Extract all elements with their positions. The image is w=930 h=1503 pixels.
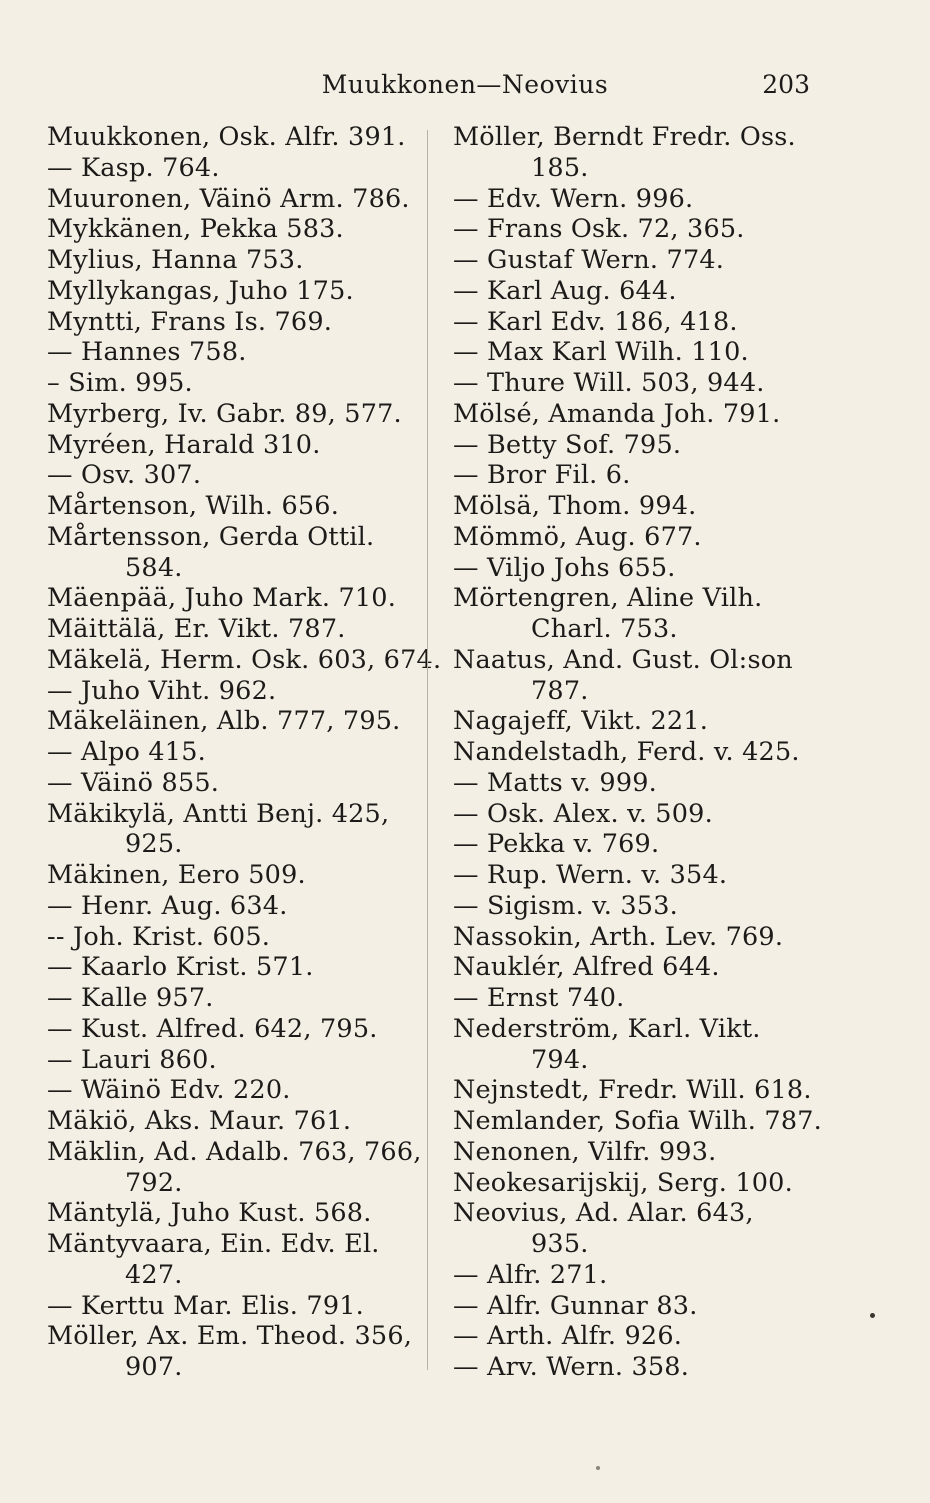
index-entry: — Viljo Johs 655. (453, 552, 676, 583)
index-entry: — Rup. Wern. v. 354. (453, 860, 728, 890)
index-entry-continuation: Charl. 753. (531, 614, 678, 644)
index-entry: -- Joh. Krist. 605. (47, 921, 271, 952)
index-entry: — Thure Will. 503, 944. (453, 368, 765, 398)
index-entry: — Kasp. 764. (47, 152, 220, 183)
index-entry: — Karl Edv. 186, 418. (453, 306, 738, 337)
index-entry: — Juho Viht. 962. (47, 675, 277, 706)
index-entry: Nederström, Karl. Vikt. (453, 1013, 761, 1044)
ink-speck (870, 1313, 875, 1318)
index-entry: Mölsä, Thom. 994. (453, 491, 697, 521)
index-entry: Myréen, Harald 310. (47, 429, 321, 460)
index-entry-continuation: 925. (125, 829, 183, 860)
index-entry: — Arth. Alfr. 926. (453, 1321, 683, 1352)
index-entry: Nenonen, Vilfr. 993. (453, 1136, 717, 1167)
index-entry: Neovius, Ad. Alar. 643, (453, 1198, 754, 1229)
index-entry: Myrberg, Iv. Gabr. 89, 577. (47, 398, 402, 429)
index-entry: — Wäinö Edv. 220. (47, 1075, 291, 1106)
index-entry: Naatus, And. Gust. Ol:son (453, 644, 793, 675)
index-entry-continuation: 907. (125, 1352, 183, 1382)
index-entry: — Ernst 740. (453, 983, 625, 1013)
index-entry: — Edv. Wern. 996. (453, 183, 694, 214)
index-entry: — Sigism. v. 353. (453, 890, 678, 921)
index-entry: — Bror Fil. 6. (453, 460, 631, 491)
index-entry: Myllykangas, Juho 175. (47, 275, 354, 306)
index-entry: Mäklin, Ad. Adalb. 763, 766, (47, 1136, 422, 1167)
index-entry-continuation: 792. (125, 1167, 183, 1198)
index-entry: Nejnstedt, Fredr. Will. 618. (453, 1075, 812, 1106)
index-entry: — Karl Aug. 644. (453, 275, 677, 306)
index-entry: — Kaarlo Krist. 571. (47, 952, 314, 983)
index-entry: — Kust. Alfred. 642, 795. (47, 1013, 378, 1044)
index-entry: Möller, Ax. Em. Theod. 356, (47, 1321, 413, 1352)
index-entry-continuation: 185. (531, 152, 589, 183)
index-entry: Muuronen, Väinö Arm. 786. (47, 183, 410, 214)
index-entry: — Lauri 860. (47, 1044, 217, 1075)
index-entry: Mykkänen, Pekka 583. (47, 214, 344, 245)
running-title: Muukkonen—Neovius (321, 70, 609, 99)
index-entry: — Kalle 957. (47, 983, 214, 1013)
index-entry-continuation: 787. (531, 675, 589, 706)
index-entry: Mårtensson, Gerda Ottil. (47, 521, 375, 552)
index-entry: — Väinö 855. (47, 767, 220, 798)
index-entry: Mäntyvaara, Ein. Edv. El. (47, 1229, 380, 1259)
index-entry: Mäkelä, Herm. Osk. 603, 674. (47, 644, 442, 675)
index-entry-continuation: 794. (531, 1044, 589, 1075)
index-entry: – Sim. 995. (47, 368, 193, 398)
index-entry: Neokesarijskij, Serg. 100. (453, 1167, 793, 1198)
index-entry: — Pekka v. 769. (453, 829, 660, 860)
index-entry: Mömmö, Aug. 677. (453, 521, 702, 552)
column-divider (427, 130, 428, 1370)
index-entry: Mäkikylä, Antti Benj. 425, (47, 798, 390, 829)
index-entry: — Frans Osk. 72, 365. (453, 214, 745, 245)
index-column-right (453, 122, 828, 1383)
index-entry: Mäkinen, Eero 509. (47, 860, 306, 890)
index-entry: — Gustaf Wern. 774. (453, 245, 725, 275)
index-entry: Mylius, Hanna 753. (47, 245, 304, 275)
page-header (0, 70, 930, 110)
index-entry: Mårtenson, Wilh. 656. (47, 491, 340, 521)
index-entry-continuation: 935. (531, 1229, 589, 1259)
index-entry: — Hannes 758. (47, 337, 247, 368)
index-entry: Nemlander, Sofia Wilh. 787. (453, 1106, 822, 1136)
index-entry: Mörtengren, Aline Vilh. (453, 583, 763, 614)
index-entry: — Arv. Wern. 358. (453, 1352, 690, 1382)
index-entry: Mölsé, Amanda Joh. 791. (453, 398, 781, 429)
index-entry: — Max Karl Wilh. 110. (453, 337, 749, 368)
index-entry: — Alfr. 271. (453, 1259, 608, 1290)
index-entry: — Matts v. 999. (453, 767, 657, 798)
index-entry: Mäkeläinen, Alb. 777, 795. (47, 706, 401, 737)
index-entry: — Alpo 415. (47, 737, 206, 767)
index-entry: Mäkiö, Aks. Maur. 761. (47, 1106, 352, 1136)
ink-speck (596, 1466, 600, 1470)
index-entry: Myntti, Frans Is. 769. (47, 306, 333, 337)
index-entry: Nandelstadh, Ferd. v. 425. (453, 737, 800, 767)
index-entry: Mäntylä, Juho Kust. 568. (47, 1198, 372, 1229)
index-entry-continuation: 427. (125, 1259, 183, 1290)
index-entry: — Alfr. Gunnar 83. (453, 1290, 698, 1321)
index-entry: Möller, Berndt Fredr. Oss. (453, 122, 796, 152)
index-entry: — Henr. Aug. 634. (47, 890, 288, 921)
index-entry: Mäittälä, Er. Vikt. 787. (47, 614, 346, 644)
index-entry: — Betty Sof. 795. (453, 429, 682, 460)
index-entry: — Osk. Alex. v. 509. (453, 798, 713, 829)
index-entry: Muukkonen, Osk. Alfr. 391. (47, 122, 406, 152)
index-entry: — Kerttu Mar. Elis. 791. (47, 1290, 364, 1321)
index-entry-continuation: 584. (125, 552, 183, 583)
index-entry: Nauklér, Alfred 644. (453, 952, 720, 983)
page-number: 203 (762, 70, 810, 99)
index-entry: — Osv. 307. (47, 460, 202, 491)
index-entry: Nagajeff, Vikt. 221. (453, 706, 709, 737)
index-entry: Mäenpää, Juho Mark. 710. (47, 583, 397, 614)
index-entry: Nassokin, Arth. Lev. 769. (453, 921, 784, 952)
index-column-left (47, 122, 442, 1383)
